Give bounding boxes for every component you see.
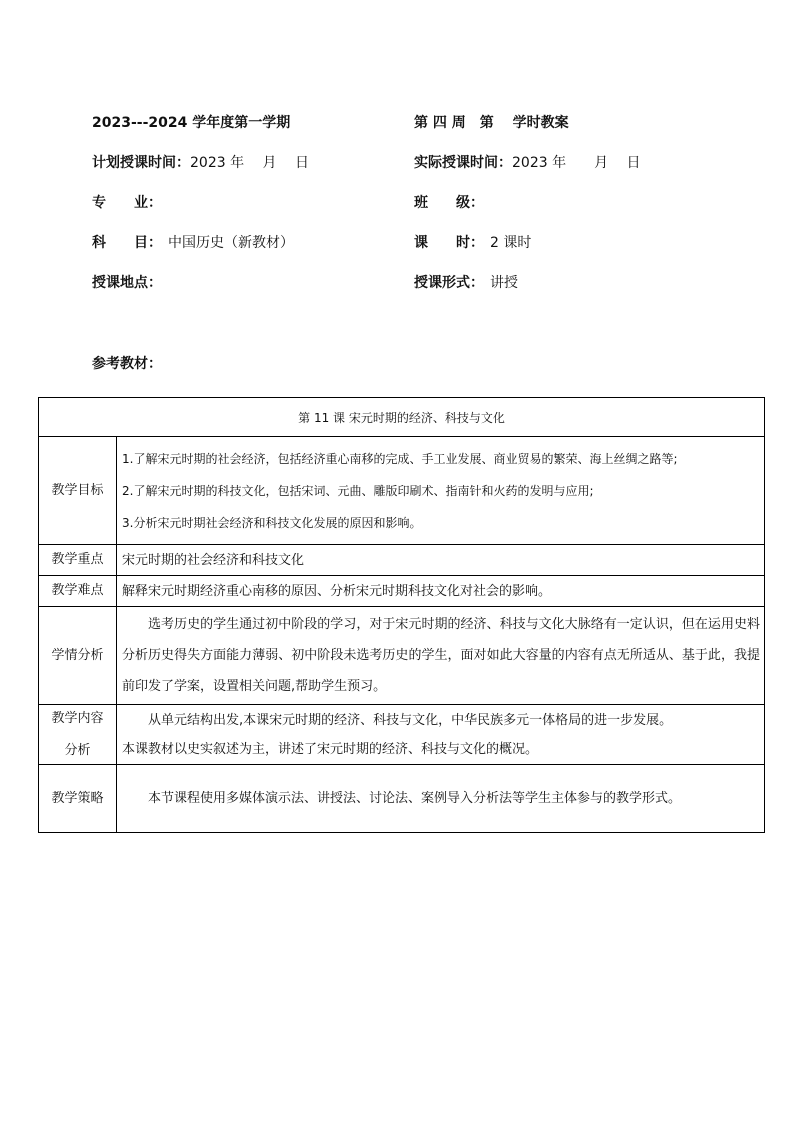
subject-label: 科 目： — [92, 235, 162, 251]
content-analysis-label-line2: 分析 — [64, 742, 91, 758]
lesson-title: 第 11 课 宋元时期的经济、科技与文化 — [39, 398, 765, 437]
hours-label: 课 时： — [414, 235, 484, 251]
goals-content — [117, 437, 765, 545]
content-analysis-label — [39, 705, 117, 765]
major-label: 专 业： — [92, 195, 162, 211]
week-text: 第 四 周 第 学时教案 — [414, 115, 569, 131]
strategy-content: 本节课程使用多媒体演示法、讲授法、讨论法、案例导入分析法等学生主体参与的教学形式。 — [117, 765, 765, 833]
goal-item-2: 2.了解宋元时期的科技文化，包括宋词、元曲、雕版印刷术、指南针和火药的发明与应用; — [122, 483, 594, 498]
content-analysis-row — [39, 705, 765, 765]
content-analysis-label-line1: 教学内容 — [51, 710, 104, 726]
form-label: 授课形式： — [414, 275, 484, 291]
student-analysis-label: 学情分析 — [39, 607, 117, 705]
plan-time-value: 2023 年 月 日 — [190, 155, 309, 171]
actual-time-value: 2023 年 月 日 — [512, 155, 641, 171]
key-points-row — [39, 545, 765, 576]
goals-label: 教学目标 — [39, 437, 117, 545]
key-points-label: 教学重点 — [39, 545, 117, 576]
goal-item-3: 3.分析宋元时期社会经济和科技文化发展的原因和影响。 — [122, 515, 422, 530]
plan-time — [92, 154, 309, 172]
strategy-row — [39, 765, 765, 833]
actual-time-label: 实际授课时间： — [414, 155, 512, 171]
location-label: 授课地点： — [92, 275, 162, 291]
plan-time-label: 计划授课时间： — [92, 155, 190, 171]
difficulties-label: 教学难点 — [39, 576, 117, 607]
key-points-content: 宋元时期的社会经济和科技文化 — [117, 545, 765, 576]
goal-item-1: 1.了解宋元时期的社会经济，包括经济重心南移的完成、手工业发展、商业贸易的繁荣、海上丝绸之路等; — [122, 451, 678, 466]
form-value: 讲授 — [490, 275, 518, 291]
form — [414, 274, 518, 292]
table-title-row — [39, 398, 765, 437]
semester-text: 2023---2024 学年度第一学期 — [92, 115, 291, 131]
class-label: 班 级： — [414, 195, 484, 211]
lesson-plan-table — [38, 397, 765, 833]
difficulties-content: 解释宋元时期经济重心南移的原因、分析宋元时期科技文化对社会的影响。 — [117, 576, 765, 607]
content-analysis-content — [117, 705, 765, 765]
content-analysis-line2: 本课教材以史实叙述为主，讲述了宋元时期的经济、科技与文化的概况。 — [122, 741, 539, 757]
hours-value: 2 课时 — [490, 235, 532, 251]
subject-value: 中国历史（新教材） — [168, 235, 294, 251]
strategy-label: 教学策略 — [39, 765, 117, 833]
goals-row — [39, 437, 765, 545]
subject — [92, 234, 294, 252]
reference-label: 参考教材： — [92, 356, 162, 372]
student-analysis-content: 选考历史的学生通过初中阶段的学习，对于宋元时期的经济、科技与文化大脉络有一定认识，但在运用史料分析历史得失方面能力薄弱、初中阶段未选考历史的学生，面对如此大容量的内容有点无所适从、基于此，我提前印发了学案，设置相关问题,帮助学生预习。 — [117, 607, 765, 705]
student-analysis-row — [39, 607, 765, 705]
hours — [414, 234, 531, 252]
actual-time — [414, 154, 641, 172]
difficulties-row — [39, 576, 765, 607]
content-analysis-line1: 从单元结构出发,本课宋元时期的经济、科技与文化，中华民族多元一体格局的进一步发展。 — [148, 712, 673, 728]
